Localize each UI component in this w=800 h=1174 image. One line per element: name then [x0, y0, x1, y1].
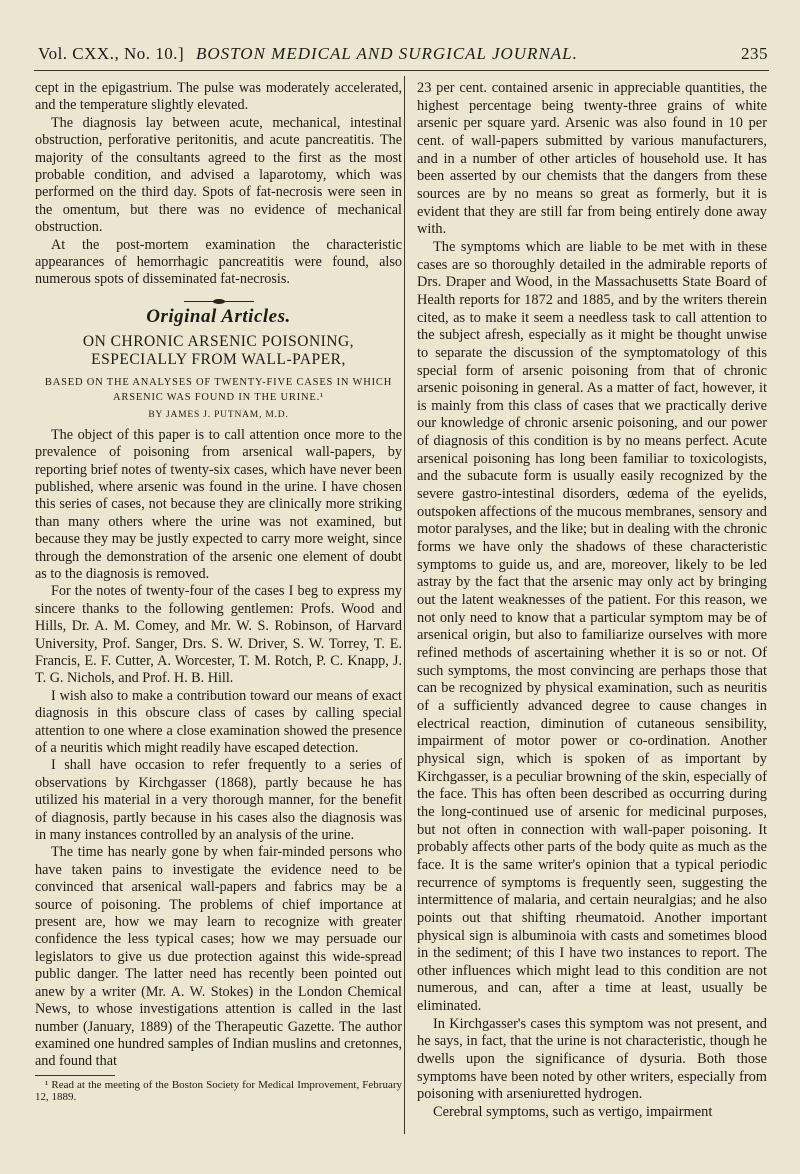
- volume-label: Vol. CXX., No. 10.]: [38, 44, 185, 63]
- author-byline: BY JAMES J. PUTNAM, M.D.: [148, 410, 289, 421]
- page-number: 235: [741, 44, 768, 63]
- running-header: [38, 44, 768, 68]
- left-column: [35, 80, 402, 1130]
- right-column: [417, 80, 767, 1130]
- footnote-rule: [35, 1075, 115, 1076]
- paragraph: The time has nearly gone by when fair-minded persons who have taken pains to investigate the evidence need to be convinced that arsenical wall-papers and fabrics may be a source of poisoning. The problems of chief importance at present are, how we may learn to recognize with greater confidence the less typical cases; how we may persuade our legislators to give us due protection against this wide-spread public danger. The latter need has recently been pointed out anew by a writer (Mr. A. W. Stokes) in the London Chemical News, to whose investigations attention is called in the last number (January, 1889) of the Therapeutic Gazette. The author examined one hundred samples of Indian muslins and cretonnes, and found that: [35, 844, 402, 1070]
- section-title: Original Articles.: [146, 305, 291, 327]
- paragraph: In Kirchgasser's cases this symptom was not present, and he says, in fact, that the urine is not characteristic, though he dwells upon the significance of dysuria. Both those symptoms have been noted by other writers, especially from poisoning with arseniuretted hydrogen.: [417, 1015, 767, 1103]
- paragraph: cept in the epigastrium. The pulse was moderately accelerated, and the temperature slightly elevated.: [35, 80, 402, 114]
- paragraph: I wish also to make a contribution toward our means of exact diagnosis in this obscure class of cases by calling special attention to one where a close examination showed the presence of a neuritis which might readily have escaped detection.: [35, 687, 402, 756]
- article-title: ON CHRONIC ARSENIC POISONING, ESPECIALLY FROM WALL-PAPER,: [82, 333, 355, 369]
- paragraph: 23 per cent. contained arsenic in appreciable quantities, the highest percentage being twenty-three grains of white arsenic per square yard. Arsenic was also found in 10 per cent. of wall-papers submitted by various manufacturers, and in a number of other articles of household use. It has been asserted by our chemists that the dangers from these sources are by no means so great as formerly, but it is evident that they are still far from being entirely done away with.: [417, 80, 767, 238]
- header-rule: [34, 70, 769, 71]
- section-ornament: [184, 299, 254, 304]
- paragraph: The object of this paper is to call attention once more to the prevalence of poisoning from arsenical wall-papers, by reporting brief notes of twenty-six cases, which have never been published, where arsenic was found in the urine. I have chosen this series of cases, not because they are clinically more striking than many others where the urine was not examined, but because they may be justly expected to carry more weight, since through the demonstration of the arsenic one element of doubt as to the diagnosis is removed.: [35, 426, 402, 582]
- footnote: ¹ Read at the meeting of the Boston Society for Medical Improvement, February 12, 1889.: [35, 1078, 402, 1104]
- article-subtitle: BASED ON THE ANALYSES OF TWENTY-FIVE CASES IN WHICH ARSENIC WAS FOUND IN THE URINE.¹: [44, 377, 393, 404]
- paragraph: At the post-mortem examination the characteristic appearances of hemorrhagic pancreatitis were found, also numerous spots of disseminated fat-necrosis.: [35, 236, 402, 288]
- journal-title: BOSTON MEDICAL AND SURGICAL JOURNAL.: [196, 44, 578, 63]
- paragraph: The symptoms which are liable to be met with in these cases are so thoroughly detailed in the admirable reports of Drs. Draper and Wood, in the Massachusetts State Board of Health reports for 1872 and 1885, and by the writers therein cited, as to make it seem a needless task to call attention to the subject afresh, especially as it might be thought unwise to separate the discussion of the symptomatology of this special form of arsenic poisoning from that of chronic arsenic poisoning in general. As a matter of fact, however, it is mainly from this class of cases that we practically derive our knowledge of chronic arsenic poisoning, and our power of diagnosis of this condition is by no means perfect. Acute arsenical poisoning has long been familiar to toxicologists, and the subacute form is usually easily recognized by the severe gastro-intestinal disorders, œdema of the eyelids, outspoken affections of the mucous membranes, sensory and motor paralyses, and the like; but in dealing with the chronic forms we have only the shadows of these characteristic symptoms to guide us, and are, moreover, likely to be led astray by the fact that the arsenic may only act by bringing out the latent weaknesses of the patient. For this reason, we not only need to know that a particular symptom may be of arsenical origin, but also to familiarize ourselves with more refined methods of ascertaining whether it is so or not. Of such symptoms, the most convincing are perhaps those that can be recognized by physical examination, such as neuritis of a sufficiently advanced degree to cause changes in electrical reaction, diminution of cutaneous sensibility, impairment of motor power or co-ordination. Another physical sign, which is spoken of as important by Kirchgasser, is a peculiar browning of the skin, especially of the face. This has often been described as occurring during the long-continued use of arsenic for medicinal purposes, but not often in connection with wall-paper poisoning. It probably affects other parts of the body quite as much as the face. It is the same writer's opinion that a typical periodic recurrence of symptoms is frequently seen, suggesting the intermittence of malaria, and certain neuralgias; and he also points out that shifting rheumatoid. Another important physical sign is albuminoia with casts and sometimes blood in the sediment; of this I have two instances to report. The other influences which might lead to this condition are not numerous, and can, after a time at least, usually be eliminated.: [417, 238, 767, 1015]
- column-divider: [404, 76, 405, 1134]
- paragraph: Cerebral symptoms, such as vertigo, impairment: [433, 1104, 713, 1121]
- paragraph: For the notes of twenty-four of the cases I beg to express my sincere thanks to the following gentlemen: Profs. Wood and Hills, Dr. A. M. Comey, and Mr. W. S. Robinson, of Harvard University, Prof. Sanger, Drs. S. W. Driver, S. W. Torrey, T. E. Francis, E. F. Cutter, A. Worcester, T. M. Rotch, P. C. Knapp, J. T. G. Nichols, and Prof. H. B. Hill.: [35, 583, 402, 687]
- paragraph: I shall have occasion to refer frequently to a series of observations by Kirchgasser (1868), partly because he has utilized his material in a very thorough manner, for the benefit of diagnosis, partly because in his cases also the diagnosis was in many instances controlled by an analysis of the urine.: [35, 757, 402, 844]
- paragraph: The diagnosis lay between acute, mechanical, intestinal obstruction, perforative peritonitis, and acute pancreatitis. The majority of the consultants agreed to the first as the most probable condition, and advised a laparotomy, which was performed on the third day. Spots of fat-necrosis were seen in the omentum, but there was no evidence of mechanical obstruction.: [35, 114, 402, 236]
